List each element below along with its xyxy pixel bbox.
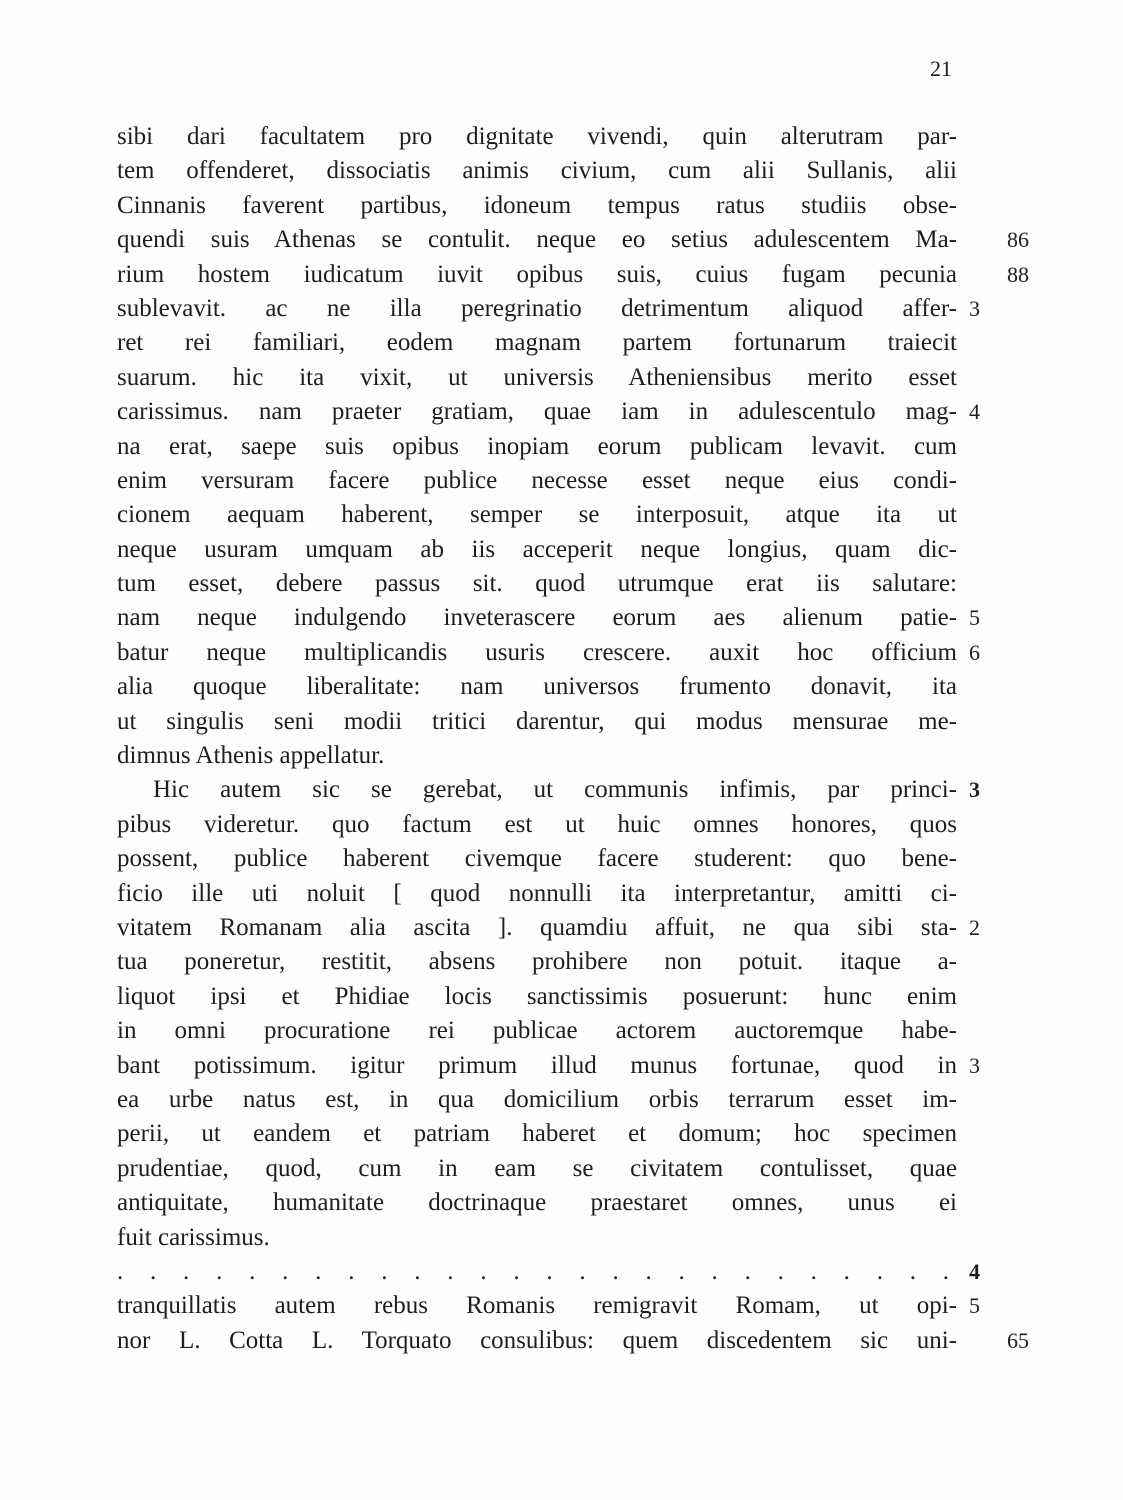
line-text: antiquitate, humanitate doctrinaque praestaret omnes, unus ei — [117, 1189, 957, 1217]
text-line — [117, 808, 957, 842]
text-line — [117, 1186, 957, 1220]
line-text: ea urbe natus est, in qua domicilium orbis terrarum esset im- — [117, 1085, 957, 1113]
text-line — [117, 395, 980, 429]
line-text: sublevavit. ac ne illa peregrinatio detrimentum aliquod affer- — [117, 294, 957, 322]
line-text: liquot ipsi et Phidiae locis sanctissimis posuerunt: hunc enim — [117, 982, 957, 1010]
line-text: vitatem Romanam alia ascita ]. quamdiu affuit, ne qua sibi sta- — [117, 913, 957, 941]
page-number: 21 — [930, 56, 952, 81]
line-text: sibi dari facultatem pro dignitate vivendi, quin alterutram par- — [117, 123, 957, 150]
text-line — [117, 980, 957, 1014]
line-text: quendi suis Athenas se contulit. neque eo setius adulescentem Ma- — [117, 226, 957, 254]
text-line — [117, 945, 957, 979]
text-line — [117, 1049, 980, 1083]
text-line — [117, 498, 957, 532]
text-line — [117, 464, 957, 498]
ellipsis-line — [117, 1255, 980, 1289]
text-line — [117, 361, 957, 395]
page-reference: 88 — [1007, 261, 1029, 287]
text-line — [117, 636, 980, 670]
line-text: perii, ut eandem et patriam haberet et domum; hoc specimen — [117, 1120, 957, 1148]
line-text: possent, publice haberent civemque facere studerent: quo bene- — [117, 845, 957, 873]
line-text: nor L. Cotta L. Torquato consulibus: quem discedentem sic uni- — [117, 1326, 957, 1354]
line-text: pibus videretur. quo factum est ut huic omnes honores, quos — [117, 810, 957, 838]
text-line — [117, 326, 957, 360]
text-line — [117, 258, 1029, 292]
line-text: Hic autem sic se gerebat, ut communis infimis, par princi- — [153, 776, 957, 804]
text-line — [117, 567, 957, 601]
line-text: dimnus Athenis appellatur. — [117, 742, 385, 770]
section-number: 4 — [969, 399, 980, 425]
text-line — [117, 223, 1029, 257]
text-line — [117, 1289, 980, 1323]
line-text: alia quoque liberalitate: nam universos frumento donavit, ita — [117, 673, 957, 701]
text-line — [117, 705, 957, 739]
text-line — [117, 739, 957, 773]
line-text: neque usuram umquam ab iis acceperit neque longius, quam dic- — [117, 535, 957, 563]
line-text: tua poneretur, restitit, absens prohibere non potuit. itaque a- — [117, 948, 957, 976]
section-number: 2 — [969, 914, 980, 940]
body-text — [117, 120, 1029, 1358]
section-number: 3 — [969, 295, 980, 321]
line-text: bant potissimum. igitur primum illud munus fortunae, quod in — [117, 1051, 957, 1079]
text-line — [117, 120, 957, 154]
line-text: . . . . . . . . . . . . . . . . . . . . . . . . . . — [117, 1257, 957, 1285]
text-line — [117, 430, 957, 464]
text-line — [117, 1083, 957, 1117]
section-number: 4 — [969, 1258, 980, 1284]
line-text: nam neque indulgendo inveterascere eorum aes alienum patie- — [117, 604, 957, 632]
text-line — [117, 189, 957, 223]
text-line — [117, 842, 957, 876]
line-text: tranquillatis autem rebus Romanis remigravit Romam, ut opi- — [117, 1292, 957, 1320]
line-text: prudentiae, quod, cum in eam se civitatem contulisset, quae — [117, 1154, 957, 1182]
section-number: 6 — [969, 639, 980, 665]
line-text: ut singulis seni modii tritici darentur, qui modus mensurae me- — [117, 707, 957, 735]
line-text: Cinnanis faverent partibus, idoneum tempus ratus studiis obse- — [117, 191, 957, 219]
text-line — [117, 601, 980, 635]
text-line — [117, 1221, 957, 1255]
text-line — [117, 773, 980, 807]
line-text: tum esset, debere passus sit. quod utrumque erat iis salutare: — [117, 570, 957, 598]
line-text: fuit carissimus. — [117, 1223, 270, 1251]
text-line — [117, 1014, 957, 1048]
line-text: na erat, saepe suis opibus inopiam eorum publicam levavit. cum — [117, 432, 957, 460]
text-line — [117, 1152, 957, 1186]
section-number: 3 — [969, 777, 980, 803]
page-reference: 65 — [1007, 1327, 1029, 1353]
line-text: cionem aequam haberent, semper se interposuit, atque ita ut — [117, 501, 957, 529]
line-text: enim versuram facere publice necesse esset neque eius condi- — [117, 466, 957, 494]
line-text: in omni procuratione rei publicae actorem auctoremque habe- — [117, 1017, 957, 1045]
section-number: 5 — [969, 605, 980, 631]
line-text: rium hostem iudicatum iuvit opibus suis, cuius fugam pecunia — [117, 260, 957, 288]
page-reference: 86 — [1007, 227, 1029, 253]
text-line — [117, 154, 957, 188]
text-line — [117, 1324, 1029, 1358]
text-line — [117, 1117, 957, 1151]
line-text: carissimus. nam praeter gratiam, quae iam in adulescentulo mag- — [117, 398, 957, 426]
section-number: 5 — [969, 1293, 980, 1319]
text-line — [117, 533, 957, 567]
text-line — [117, 292, 980, 326]
text-line — [117, 670, 957, 704]
line-text: tem offenderet, dissociatis animis civium, cum alii Sullanis, alii — [117, 157, 957, 185]
section-number: 3 — [969, 1052, 980, 1078]
text-line — [117, 877, 957, 911]
line-text: ficio ille uti noluit [ quod nonnulli ita interpretantur, amitti ci- — [117, 879, 957, 907]
line-text: ret rei familiari, eodem magnam partem fortunarum traiecit — [117, 329, 957, 357]
line-text: suarum. hic ita vixit, ut universis Atheniensibus merito esset — [117, 363, 957, 391]
text-line — [117, 911, 980, 945]
line-text: batur neque multiplicandis usuris crescere. auxit hoc officium — [117, 638, 957, 666]
